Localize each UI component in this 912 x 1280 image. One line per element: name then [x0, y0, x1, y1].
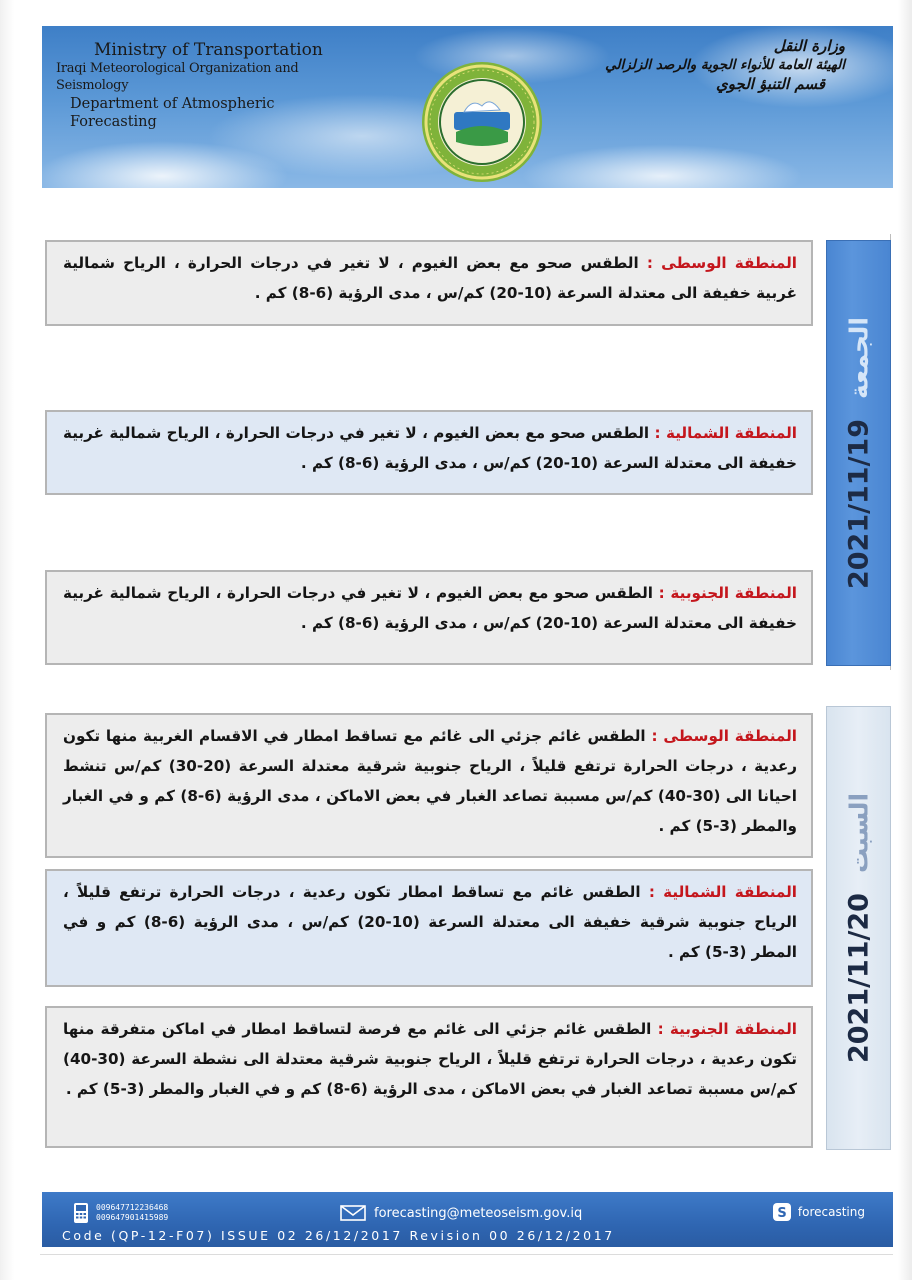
day2-date-strip [826, 706, 891, 1150]
region-label: المنطقة الوسطى : [651, 727, 797, 745]
envelope-icon [340, 1205, 366, 1221]
organization-name-ar: الهيئة العامة للأنواء الجوية والرصد الزلزالي [605, 57, 845, 74]
forecast-text: الطقس غائم مع تساقط امطار تكون رعدية ، درجات الحرارة ترتفع قليلاً ، الرياح جنوبية شرقية خفيفة الى معتدلة السرعة (10-20) كم/س ، مدى الرؤية (6-8) كم و في المطر (3-5) كم . [63, 883, 797, 961]
forecast-box-day1-central [45, 240, 813, 326]
header-banner [42, 26, 893, 188]
organization-name-en: Iraqi Meteorological Organization and Seismology [56, 61, 299, 93]
day1-date-strip [826, 240, 891, 666]
forecast-box-day2-central [45, 713, 813, 858]
department-name-ar: قسم التنبؤ الجوي [716, 75, 825, 94]
bottom-divider [40, 1254, 893, 1255]
forecast-text: الطقس غائم جزئي الى غائم مع فرصة لتساقط امطار في اماكن متفرقة منها تكون رعدية ، درجات الحرارة ترتفع قليلاً ، الرياح جنوبية شرقية معتدلة الى نشطة السرعة (30-40) كم/س مسببة تصاعد الغبار في بعض الاماكن ، مدى الرؤية (6-8) كم و في الغبار والمطر (3-5) كم . [63, 1020, 797, 1098]
email-contact[interactable] [340, 1205, 582, 1221]
day2-label [843, 793, 874, 1063]
skype-handle[interactable]: forecasting [797, 1205, 865, 1219]
phone-number-1[interactable]: 009647712236468 [96, 1203, 169, 1212]
phone-contact [72, 1202, 168, 1224]
ministry-name-ar: وزارة النقل [773, 37, 845, 55]
phone-numbers [96, 1203, 168, 1223]
skype-contact[interactable] [772, 1202, 865, 1222]
header-arabic-block [545, 36, 845, 95]
department-name-en: Department of Atmospheric Forecasting [70, 95, 275, 130]
forecast-text: الطقس صحو مع بعض الغيوم ، لا تغير في درجات الحرارة ، الرياح شمالية غربية خفيفة الى معتدلة السرعة (10-20) كم/س ، مدى الرؤية (6-8) كم . [63, 584, 797, 632]
forecast-box-day2-south [45, 1006, 813, 1148]
forecast-text: الطقس صحو مع بعض الغيوم ، لا تغير في درجات الحرارة ، الرياح شمالية غربية خفيفة الى معتدلة السرعة (10-20) كم/س ، مدى الرؤية (6-8) كم . [63, 254, 797, 302]
ministry-name-en: Ministry of Transportation [94, 40, 323, 60]
day1-date: 2021/11/19 [843, 419, 874, 590]
day2-date: 2021/11/20 [843, 893, 874, 1064]
day1-label [843, 317, 874, 589]
footer-bar [42, 1192, 893, 1247]
phone-icon [72, 1202, 90, 1224]
forecast-box-day1-south [45, 570, 813, 665]
day2-name: السبت [844, 792, 873, 874]
organization-seal-icon [420, 60, 544, 184]
forecast-box-day2-north [45, 869, 813, 987]
skype-icon [772, 1202, 792, 1222]
forecast-text: الطقس غائم جزئي الى غائم مع تساقط امطار في الاقسام الغربية منها تكون رعدية ، درجات الحرارة ترتفع قليلاً ، الرياح جنوبية شرقية معتدلة السرعة (20-30) كم/س تنشط احيانا الى (30-40) كم/س مسببة تصاعد الغبار في بعض الاماكن ، مدى الرؤية (6-8) كم و في الغبار والمطر (3-5) كم . [63, 727, 798, 835]
document-code: Code (QP-12-F07) ISSUE 02 26/12/2017 Revision 00 26/12/2017 [62, 1228, 615, 1243]
phone-number-2[interactable]: 009647901415989 [96, 1213, 169, 1222]
region-label: المنطقة الجنوبية : [657, 1020, 797, 1038]
svg-text:S: S [777, 1206, 787, 1221]
region-label: المنطقة الشمالية : [654, 424, 797, 442]
day1-name: الجمعة [844, 316, 873, 399]
header-english-block [56, 40, 356, 131]
forecast-text: الطقس صحو مع بعض الغيوم ، لا تغير في درجات الحرارة ، الرياح شمالية غربية خفيفة الى معتدلة السرعة (10-20) كم/س ، مدى الرؤية (6-8) كم . [63, 424, 797, 472]
region-label: المنطقة الوسطى : [646, 254, 797, 272]
forecast-box-day1-north [45, 410, 813, 495]
region-label: المنطقة الشمالية : [648, 883, 797, 901]
email-address[interactable]: forecasting@meteoseism.gov.iq [374, 1205, 583, 1221]
region-label: المنطقة الجنوبية : [658, 584, 797, 602]
